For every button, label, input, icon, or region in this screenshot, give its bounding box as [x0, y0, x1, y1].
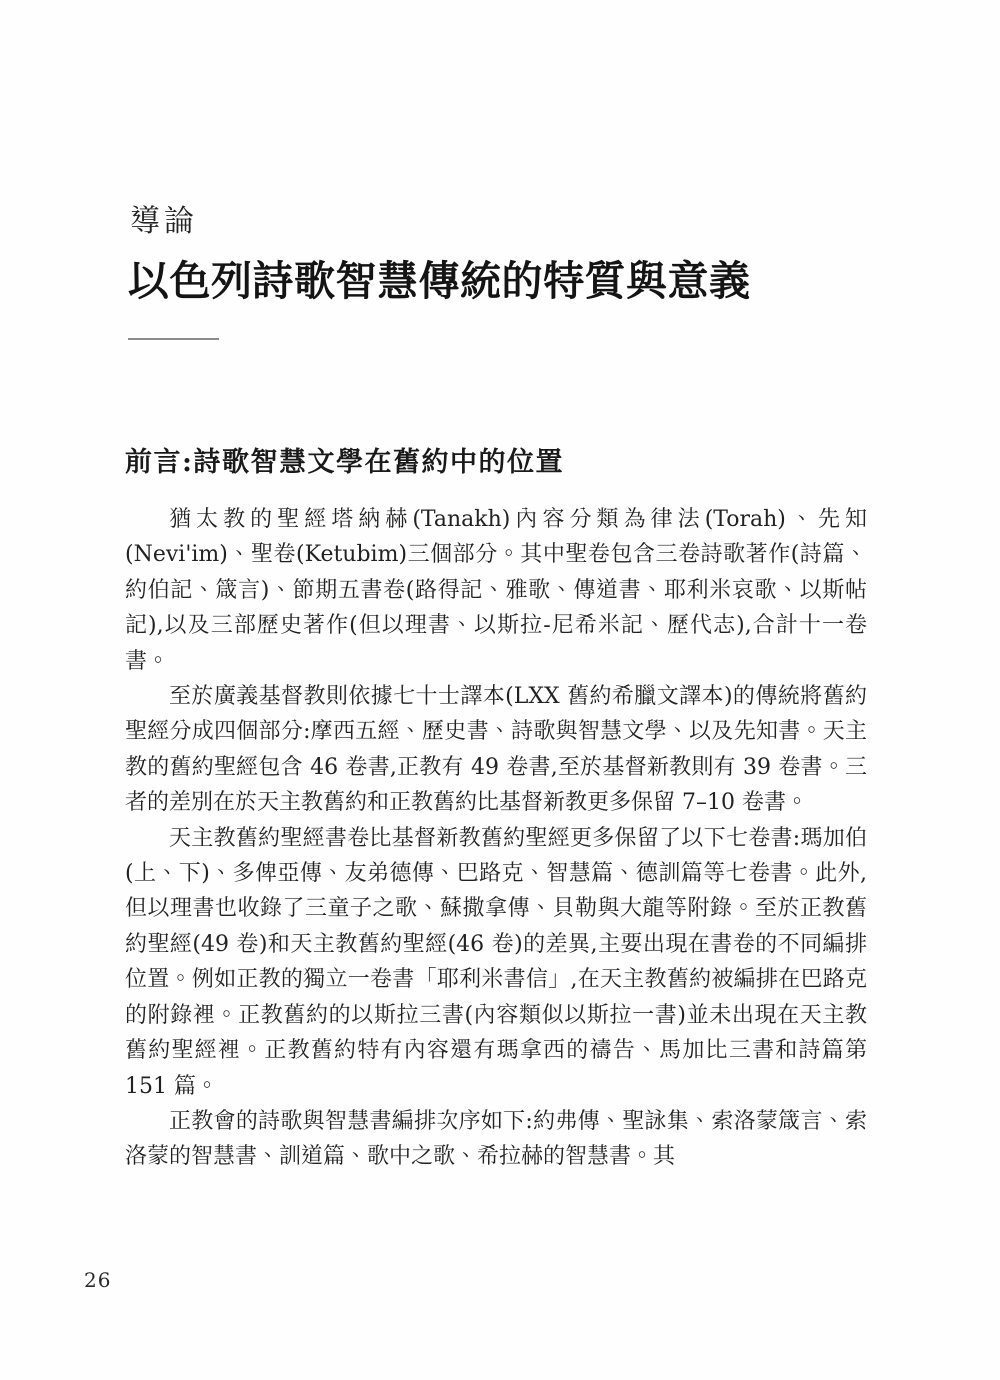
page-number: 26	[84, 1268, 112, 1292]
chapter-label: 導論	[130, 204, 198, 239]
chapter-title: 以色列詩歌智慧傳統的特質與意義	[128, 257, 751, 305]
body-text	[125, 502, 867, 1175]
paragraph: 猶太教的聖經塔納赫(Tanakh)內容分類為律法(Torah)、先知(Nevi'im)、聖卷(Ketubim)三個部分。其中聖卷包含三卷詩歌著作(詩篇、約伯記、箴言)、節期五書卷(路得記、雅歌、傳道書、耶利米哀歌、以斯帖記),以及三部歷史著作(但以理書、以斯拉-尼希米記、歷代志),合計十一卷書。	[125, 507, 867, 674]
paragraph: 正教會的詩歌與智慧書編排次序如下:約弗傳、聖詠集、索洛蒙箴言、索洛蒙的智慧書、訓道篇、歌中之歌、希拉赫的智慧書。其	[125, 1108, 867, 1170]
section-heading: 前言:詩歌智慧文學在舊約中的位置	[125, 447, 564, 478]
paragraph: 天主教舊約聖經書卷比基督新教舊約聖經更多保留了以下七卷書:瑪加伯(上、下)、多俾亞傳、友弟德傳、巴路克、智慧篇、德訓篇等七卷書。此外,但以理書也收錄了三童子之歌、蘇撒拿傳、貝勒與大龍等附錄。至於正教舊約聖經(49 卷)和天主教舊約聖經(46 卷)的差異,主要出現在書卷的不同編排位置。例如正教的獨立一卷書「耶利米書信」,在天主教舊約被編排在巴路克的附錄裡。正教舊約的以斯拉三書(內容類似以斯拉一書)並未出現在天主教舊約聖經裡。正教舊約特有內容還有瑪拿西的禱告、馬加比三書和詩篇第 151 篇。	[125, 825, 867, 1099]
title-divider	[128, 338, 219, 340]
paragraph: 至於廣義基督教則依據七十士譯本(LXX 舊約希臘文譯本)的傳統將舊約聖經分成四個部分:摩西五經、歷史書、詩歌與智慧文學、以及先知書。天主教的舊約聖經包含 46 卷書,正教有 49 卷書,至於基督新教則有 39 卷書。三者的差別在於天主教舊約和正教舊約比基督新教更多保留 7–10 卷書。	[125, 684, 867, 816]
